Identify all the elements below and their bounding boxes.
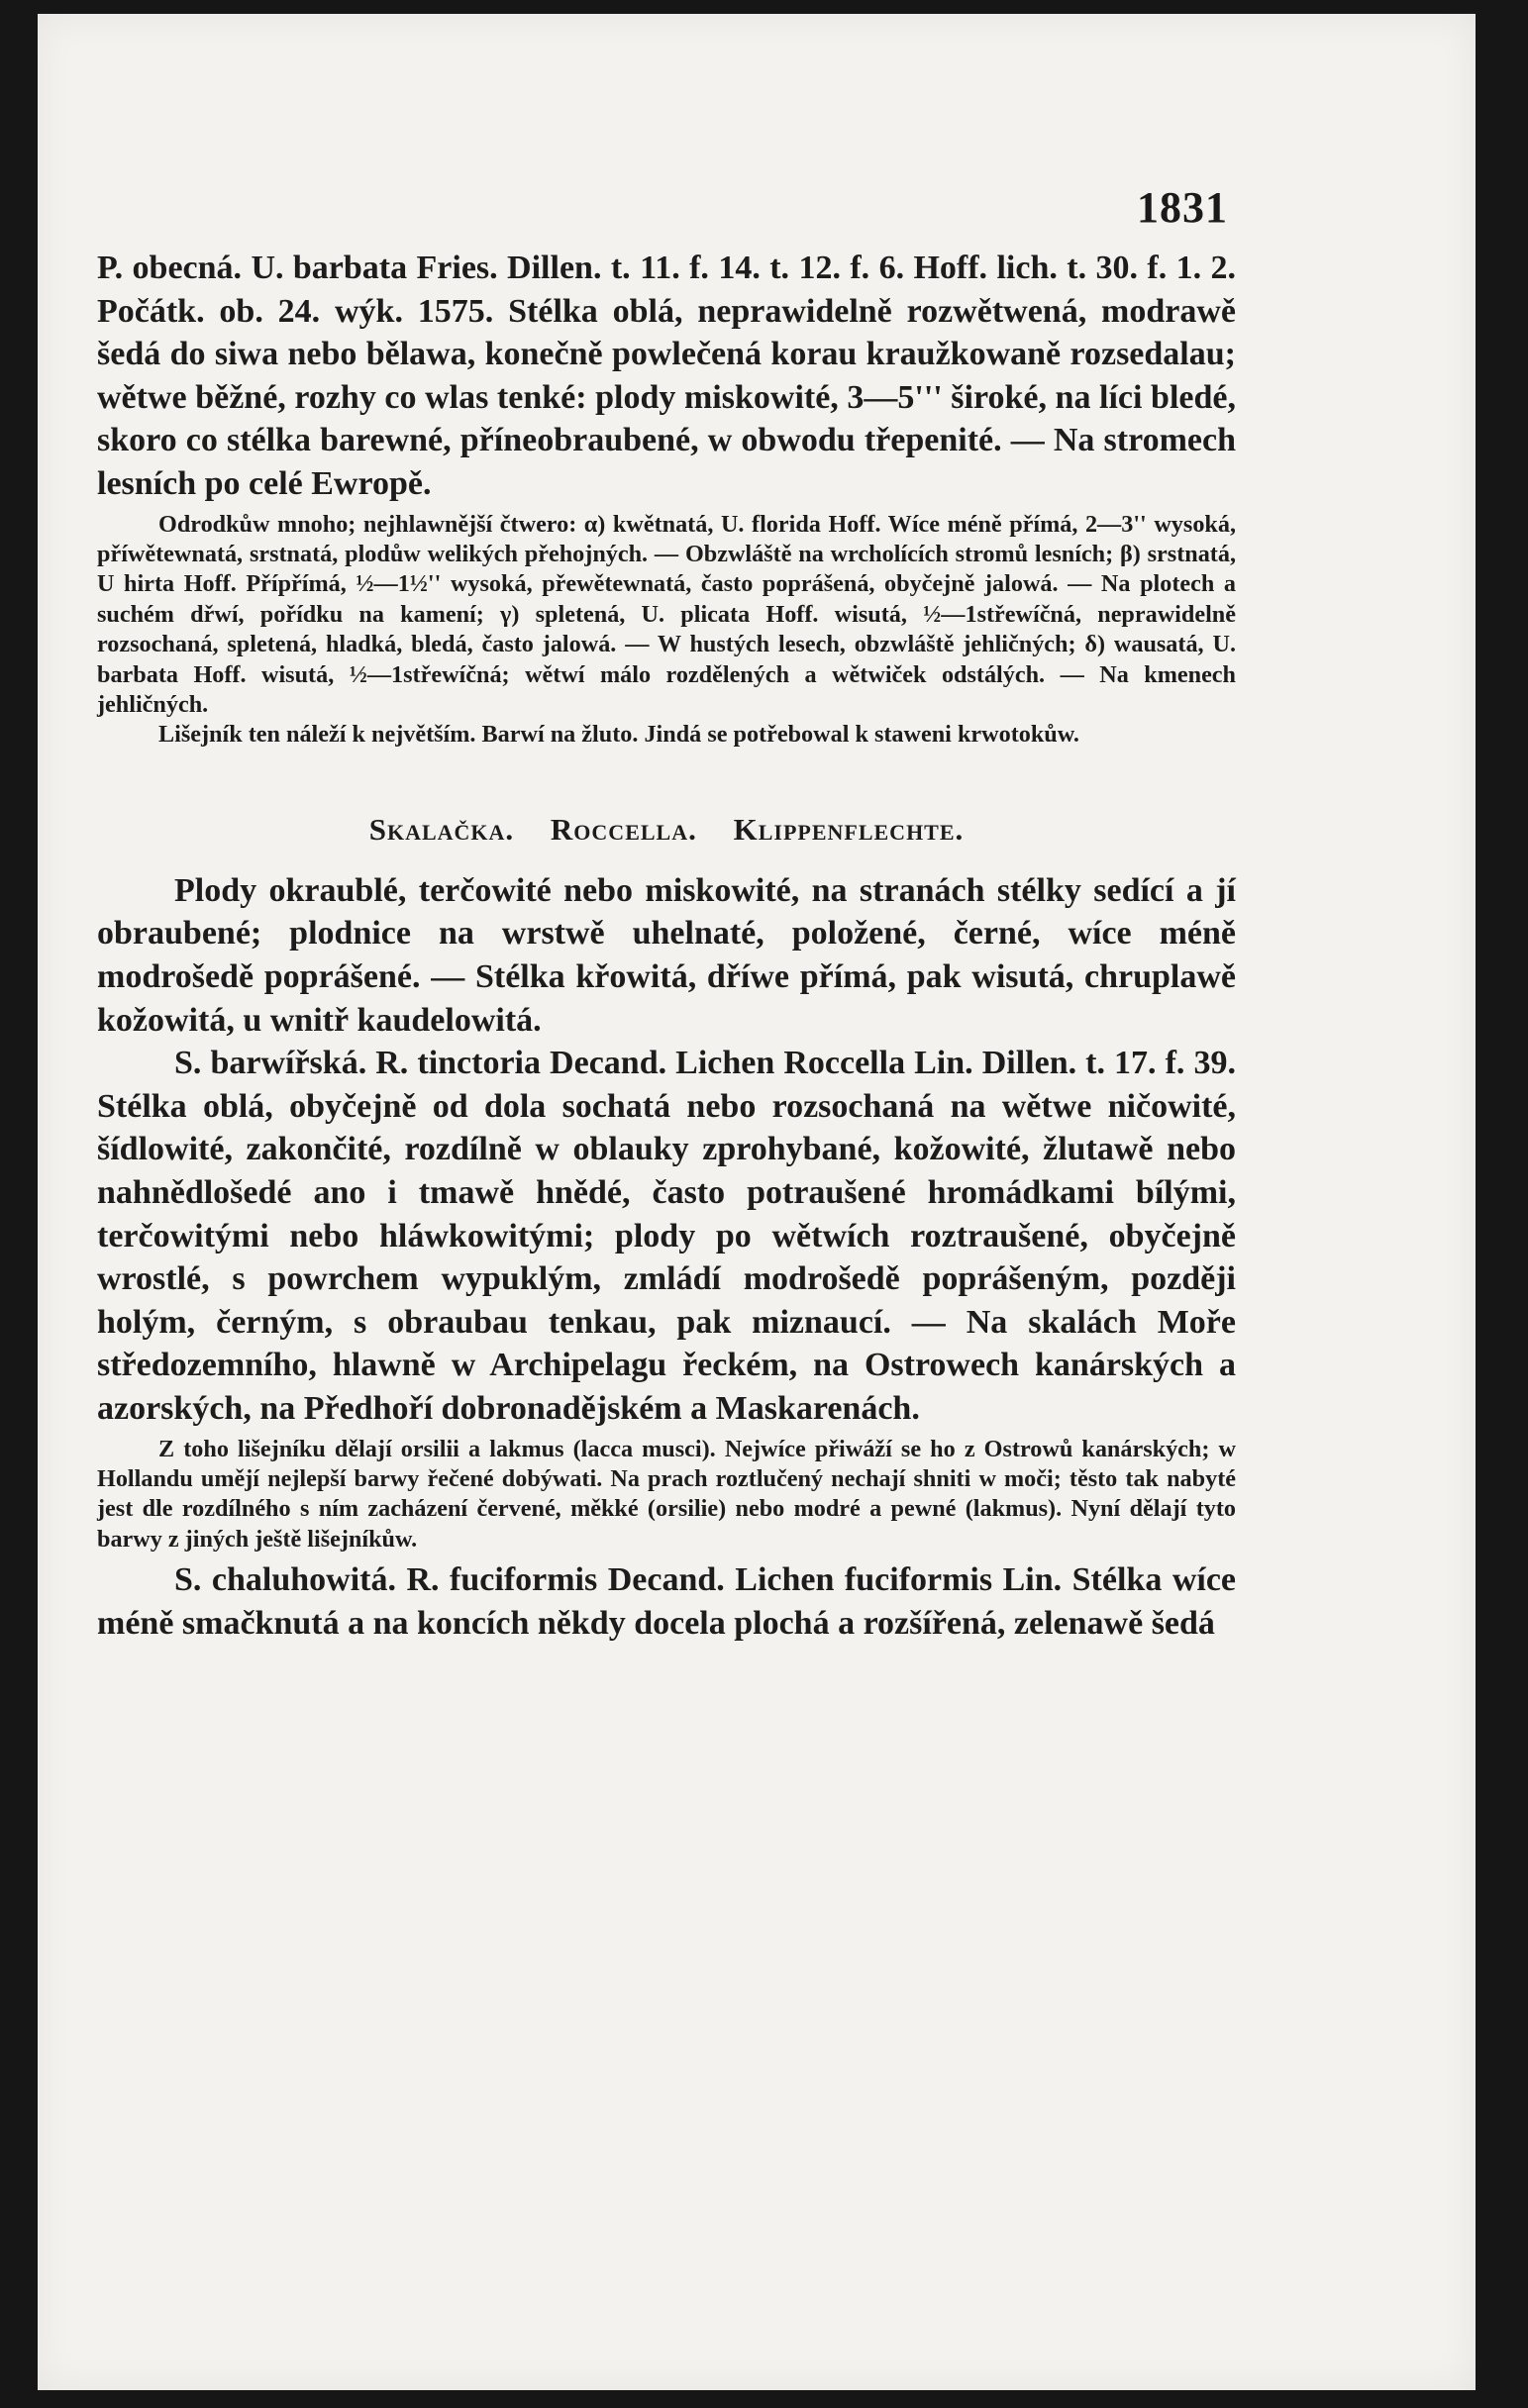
section-heading-latin: Roccella. xyxy=(550,811,697,847)
roccella-fuciformis-entry: S. chaluhowitá. R. fuciformis Decand. Lichen fuciformis Lin. Stélka wíce méně smačknutá a na koncích někdy docela plochá a rozšířená, zelenawě šedá xyxy=(97,1561,1236,1642)
section-heading xyxy=(97,810,1236,850)
roccella-tinctoria-use-note: Z toho lišejníku dělají orsilii a lakmus (lacca musci). Nejwíce přiwáží se ho z Ostrowů kanárských; w Hollandu umějí nejlepší barwy řečené dobýwati. Na prach roztlučený nechají shniti w moči; těsto tak nabyté jest dle rozdílného s ním zacházení červené, měkké (orsilie) nebo modré a pewné (lakmus). Nyní dělají tyto barwy z jiných ještě lišejníkůw. xyxy=(97,1435,1236,1553)
page-body xyxy=(97,247,1236,1645)
section-heading-czech: Skalačka. xyxy=(368,811,515,847)
roccella-tinctoria-entry: S. barwířská. R. tinctoria Decand. Lichen Roccella Lin. Dillen. t. 17. f. 39. Stélka oblá, obyčejně od dola sochatá nebo rozsochaná na wětwe ničowité, šídlowité, zakončité, rozdílně w oblauky zprohybané, kožowité, žlutawě nebo nahnědlošedé ano i tmawě hnědé, často potraušené hromádkami bílými, terčowitými nebo hláwkowitými; plody po wětwích roztraušené, obyčejně wrostlé, s powrchem wypuklým, zmládí modrošedě poprášeným, později holým, černým, s obraubau tenkau, pak miznaucí. — Na skalách Moře středozemního, hlawně w Archipelagu řeckém, na Ostrowech kanárských a azorských, na Předhoří dobronadějském a Maskarenách. xyxy=(97,1045,1236,1427)
usnea-barbata-entry: P. obecná. U. barbata Fries. Dillen. t. 11. f. 14. t. 12. f. 6. Hoff. lich. t. 30. f. 1. 2. Počátk. ob. 24. wýk. 1575. Stélka oblá, neprawidelně rozwětwená, modrawě šedá do siwa nebo bělawa, konečně powlečená korau kraužkowaně rozsedalau; wětwe běžné, rozhy co wlas tenké: plody miskowité, 3—5''' široké, na líci bledé, skoro co stélka barewné, příneobraubené, w obwodu třepenité. — Na stromech lesních po celé Ewropě. xyxy=(97,250,1236,502)
roccella-genus-description: Plody okraublé, terčowité nebo miskowité, na stranách stélky sedící a jí obraubené; plodnice na wrstwě uhelnaté, položené, černé, wíce méně modrošedě poprášené. — Stélka křowitá, dříwe přímá, pak wisutá, chruplawě kožowitá, u wnitř kaudelowitá. xyxy=(97,871,1236,1039)
section-heading-german: Klippenflechte. xyxy=(733,811,965,847)
book-page xyxy=(38,14,1476,2390)
page-number: 1831 xyxy=(1137,183,1228,232)
usnea-varieties-note: Odrodkůw mnoho; nejhlawnější čtwero: α) kwětnatá, U. florida Hoff. Wíce méně přímá, 2—3'' wysoká, příwětewnatá, srstnatá, plodůw welikých přehojných. — Obzwláště na wrcholících stromů lesních; β) srstnatá, U hirta Hoff. Přípřímá, ½—1½'' wysoká, přewětewnatá, často poprášená, obyčejně jalowá. — Na plotech a suchém dřwí, pořídku na kamení; γ) spletená, U. plicata Hoff. wisutá, ½—1střewíčná, neprawidelně rozsochaná, spletená, hladká, bledá, často jalowá. — W hustých lesech, obzwláště jehličných; δ) wausatá, U. barbata Hoff. wisutá, ½—1střewíčná; wětwí málo rozdělených a wětwiček odstálých. — Na kmenech jehličných. xyxy=(97,510,1236,718)
usnea-use-note: Lišejník ten náleží k největším. Barwí na žluto. Jindá se potřebowal k staweni krwotokůw. xyxy=(158,721,1079,749)
